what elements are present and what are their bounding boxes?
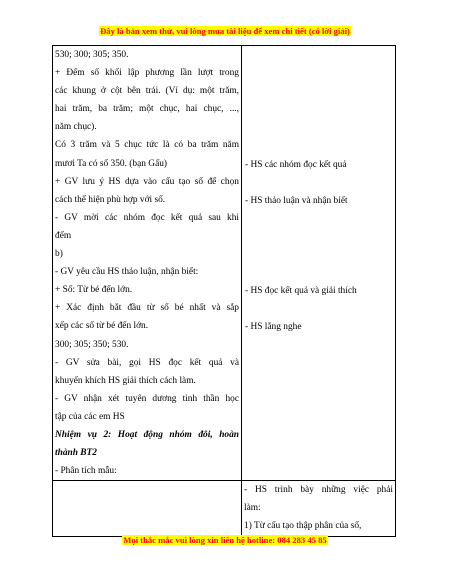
text-line: - HS lắng nghe bbox=[245, 322, 302, 332]
text-line: + Xác định bắt đầu từ số bé nhất và sắp bbox=[55, 303, 239, 314]
task-heading: Nhiệm vụ 2: Hoạt động nhóm đôi, hoàn bbox=[55, 429, 239, 440]
text-line: - HS đọc kết quả và giải thích bbox=[245, 286, 357, 296]
text-line: + GV lưu ý HS dựa vào cấu tạo số để chọn bbox=[55, 176, 239, 187]
lesson-table bbox=[52, 45, 396, 537]
text-line: - HS trình bày những việc phải bbox=[244, 485, 393, 496]
text-line: 1) Từ cấu tạo thập phân của số, bbox=[244, 521, 362, 532]
text-line: - GV nhận xét tuyên dương tinh thần học bbox=[55, 393, 239, 404]
text-line: các khung ở cột bên trái. (Ví dụ: một trăm, bbox=[55, 86, 239, 97]
teacher-activities-cell bbox=[53, 481, 242, 536]
text-line: b) bbox=[55, 249, 63, 260]
text-line: - GV mời các nhóm đọc kết quả sau khi bbox=[55, 212, 239, 223]
student-activities-cell bbox=[242, 46, 396, 481]
teacher-activities-cell bbox=[53, 46, 242, 481]
text-line: Có 3 trăm và 5 chục tức là có ba trăm năm bbox=[55, 140, 239, 151]
text-line: đếm bbox=[55, 230, 72, 241]
text-line: xếp các số từ bé đến lớn. bbox=[55, 321, 149, 332]
text-line: cách thể hiện phù hợp với số. bbox=[55, 194, 166, 205]
text-line: - HS các nhóm đọc kết quả bbox=[245, 160, 347, 170]
text-line: hai trăm, ba trăm; một chục, hai chục, ..., bbox=[55, 104, 239, 115]
text-line: - HS thảo luận và nhận biết bbox=[245, 196, 348, 206]
text-line: năm chục). bbox=[55, 122, 97, 133]
text-line: 530; 300; 305; 350. bbox=[55, 50, 129, 60]
hotline-banner bbox=[0, 535, 450, 545]
text-line: 300; 305; 350; 530. bbox=[55, 339, 129, 350]
preview-banner bbox=[0, 26, 450, 36]
preview-banner-text: Đây là bản xem thử, vui lòng mua tài liệu để xem chi tiết (có lời giải) bbox=[100, 26, 350, 36]
student-activities-cell bbox=[242, 481, 396, 536]
hotline-banner-text: Mọi thắc mắc vui lòng xin liên hệ hotline: 084 283 45 85 bbox=[123, 535, 327, 545]
text-line: khuyến khích HS giải thích cách làm. bbox=[55, 375, 196, 386]
text-line: - Phân tích mẫu: bbox=[55, 466, 117, 477]
text-line: + Số: Từ bé đến lớn. bbox=[55, 285, 133, 296]
text-line: - GV sửa bài, gọi HS đọc kết quả và bbox=[55, 357, 239, 368]
text-line: + Đếm số khối lập phương lần lượt trong bbox=[55, 68, 239, 79]
text-line: tập của các em HS bbox=[55, 411, 125, 422]
task-heading: thành BT2 bbox=[55, 448, 97, 459]
text-line: - GV yêu cầu HS thảo luận, nhận biết: bbox=[55, 267, 199, 278]
text-line: làm: bbox=[244, 503, 261, 514]
text-line: mươi Ta có số 350. (bạn Gấu) bbox=[55, 158, 168, 169]
